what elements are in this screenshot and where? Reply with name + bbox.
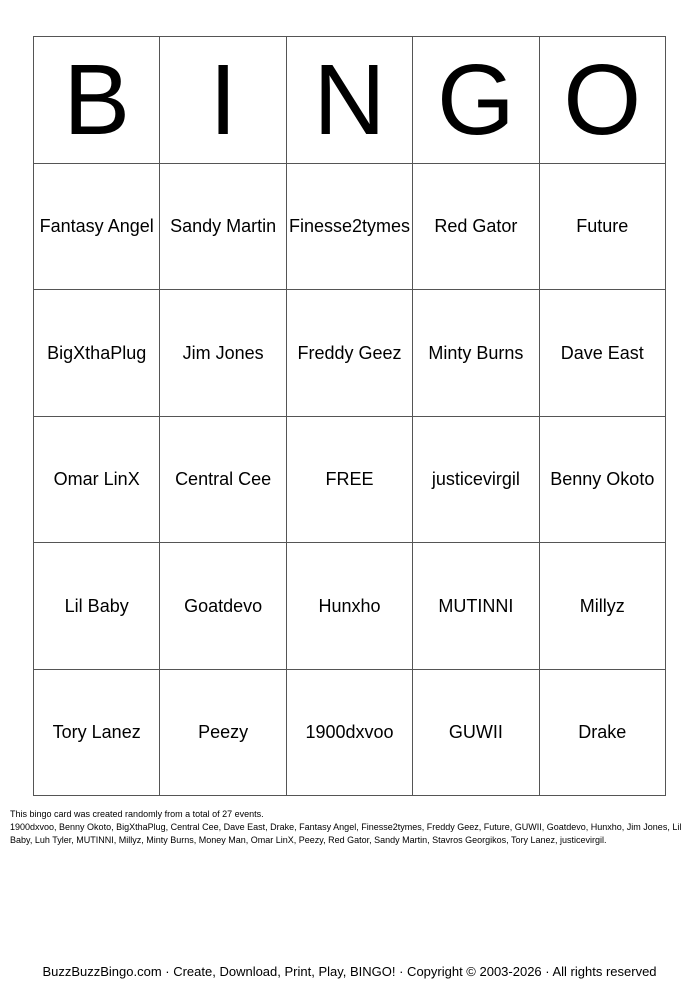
bingo-cell: Central Cee <box>160 417 286 544</box>
bingo-cell: justicevirgil <box>413 417 539 544</box>
card-info <box>10 808 690 847</box>
bingo-cell: Millyz <box>540 543 666 670</box>
bingo-cell: 1900dxvoo <box>287 670 413 797</box>
bingo-cell: Tory Lanez <box>34 670 160 797</box>
bingo-cell: GUWII <box>413 670 539 797</box>
bingo-cell: Red Gator <box>413 164 539 291</box>
bingo-cell: Jim Jones <box>160 290 286 417</box>
free-space-cell: FREE <box>287 417 413 544</box>
bingo-cell: Drake <box>540 670 666 797</box>
header-letter-g: G <box>413 37 539 164</box>
bingo-cell: Future <box>540 164 666 291</box>
header-letter-b: B <box>34 37 160 164</box>
bingo-cell: Benny Okoto <box>540 417 666 544</box>
header-letter-o: O <box>540 37 666 164</box>
credits-line: BuzzBuzzBingo.com · Create, Download, Print, Play, BINGO! · Copyright © 2003-2026 · All rights reserved <box>42 964 657 979</box>
bingo-cell: Fantasy Angel <box>34 164 160 291</box>
header-letter-n: N <box>287 37 413 164</box>
bingo-cell: Goatdevo <box>160 543 286 670</box>
bingo-cell: Freddy Geez <box>287 290 413 417</box>
bingo-cell: Dave East <box>540 290 666 417</box>
card-info-events: 1900dxvoo, Benny Okoto, BigXthaPlug, Central Cee, Dave East, Drake, Fantasy Angel, Finesse2tymes, Freddy Geez, Future, GUWII, Goatdevo, Hunxho, Jim Jones, Lil Baby, Luh Tyler, MUTINNI, Millyz, Minty Burns, Money Man, Omar LinX, Peezy, Red Gator, Sandy Martin, Stavros Georgikos, Tory Lanez, justicevirgil. <box>10 822 682 845</box>
bingo-cell: Omar LinX <box>34 417 160 544</box>
bingo-cell: MUTINNI <box>413 543 539 670</box>
bingo-cell: Hunxho <box>287 543 413 670</box>
bingo-card <box>33 36 666 796</box>
bingo-cell: Lil Baby <box>34 543 160 670</box>
card-info-note: This bingo card was created randomly from a total of 27 events. <box>10 809 264 819</box>
bingo-cell: Peezy <box>160 670 286 797</box>
bingo-cell: Minty Burns <box>413 290 539 417</box>
header-letter-i: I <box>160 37 286 164</box>
bingo-cell: Sandy Martin <box>160 164 286 291</box>
bingo-cell: BigXthaPlug <box>34 290 160 417</box>
bingo-cell: Finesse2tymes <box>287 164 413 291</box>
